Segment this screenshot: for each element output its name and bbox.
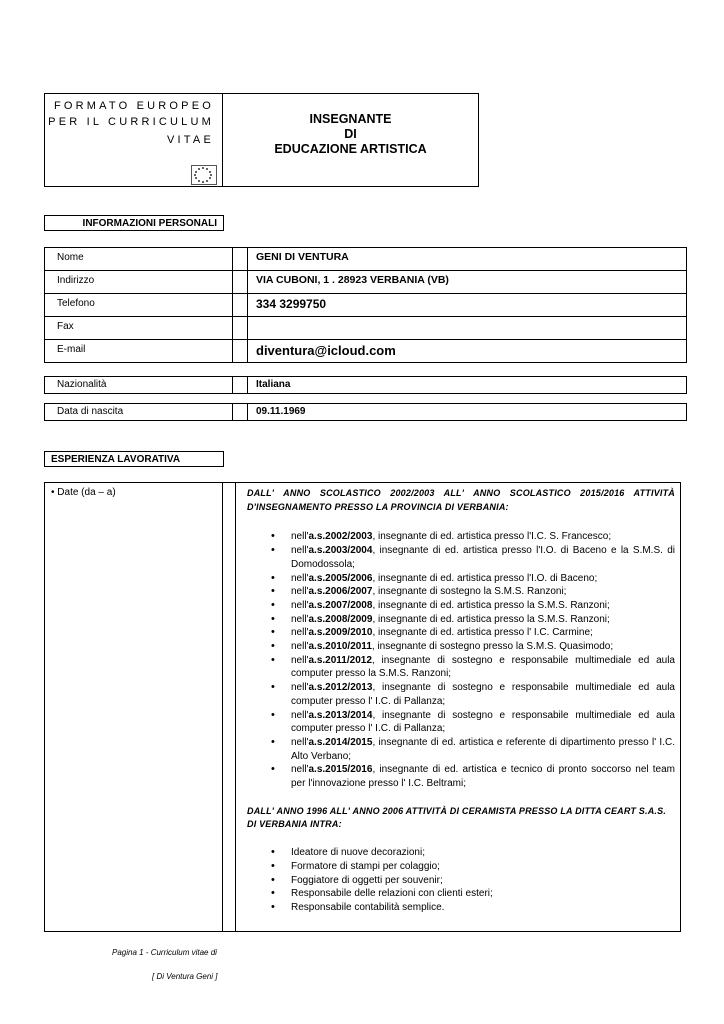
- date-range-label: • Date (da – a): [51, 487, 116, 498]
- format-title-line-3: VITAE: [167, 134, 214, 146]
- experience-title: ESPERIENZA LAVORATIVA: [44, 451, 224, 467]
- footer-name-label: [ Di Ventura Geni ]: [152, 972, 218, 981]
- format-title-line-1: FORMATO EUROPEO: [53, 100, 214, 112]
- ceramics-item: • Foggiatore di oggetti per souvenir;: [247, 874, 675, 888]
- teaching-item: • nell'a.s.2008/2009, insegnante di ed. artistica presso la S.M.S. Ranzoni;: [247, 613, 675, 627]
- address-label: Indirizzo: [57, 275, 95, 286]
- birthdate-value: 09.11.1969: [256, 406, 306, 417]
- teaching-item: • nell'a.s.2010/2011, insegnante di sostegno presso la S.M.S. Quasimodo;: [247, 640, 675, 654]
- nationality-row: [44, 376, 687, 394]
- name-label: Nome: [57, 252, 84, 263]
- ceramics-list: [247, 846, 675, 915]
- nationality-value: Italiana: [256, 379, 291, 390]
- info-row-fax: [45, 317, 686, 340]
- info-row-name: [45, 248, 686, 271]
- phone-value: 334 3299750: [256, 297, 327, 311]
- address-value: VIA CUBONI, 1 . 28923 VERBANIA (VB): [256, 274, 449, 286]
- ceramics-item: • Responsabile contabilità semplice.: [247, 901, 675, 915]
- ceramics-item: • Formatore di stampi per colaggio;: [247, 860, 675, 874]
- teaching-item: • nell'a.s.2006/2007, insegnante di sostegno la S.M.S. Ranzoni;: [247, 585, 675, 599]
- teaching-item: • nell'a.s.2003/2004, insegnante di ed. artistica presso l'I.O. di Baceno e la S.M.S. di Domodossola;: [247, 544, 675, 571]
- europass-title-box: [45, 94, 223, 186]
- info-row-address: [45, 271, 686, 294]
- teaching-heading: DALL' ANNO SCOLASTICO 2002/2003 ALL' ANNO SCOLASTICO 2015/2016 ATTIVITÀ D'INSEGNAMENTO PRESSO LA PROVINCIA DI VERBANIA:: [247, 488, 675, 512]
- name-value: GENI DI VENTURA: [256, 251, 349, 263]
- job-title-line-1: INSEGNANTE: [309, 112, 392, 126]
- job-title-box: [223, 94, 478, 186]
- teaching-item: • nell'a.s.2002/2003, insegnante di ed. artistica presso l'I.C. S. Francesco;: [247, 530, 675, 544]
- format-title-line-2: PER IL CURRICULUM: [48, 116, 214, 128]
- eu-flag-icon: [191, 165, 217, 185]
- experience-table: [44, 482, 681, 932]
- teaching-item: • nell'a.s.2013/2014, insegnante di sostegno e responsabile multimediale ed aula computer presso l' I.C. di Pallanza;: [247, 709, 675, 736]
- birthdate-label: Data di nascita: [57, 406, 124, 417]
- ceramics-item: • Ideatore di nuove decorazioni;: [247, 846, 675, 860]
- personal-info-table: [44, 247, 687, 363]
- birthdate-row: [44, 403, 687, 421]
- teaching-item: • nell'a.s.2014/2015, insegnante di ed. artistica e referente di dipartimento presso l' I.C. Alto Verbano;: [247, 736, 675, 763]
- phone-label: Telefono: [57, 298, 95, 309]
- ceramics-item: • Responsabile delle relazioni con clienti esteri;: [247, 887, 675, 901]
- footer-page-label: Pagina 1 - Curriculum vitae di: [112, 948, 217, 957]
- teaching-item: • nell'a.s.2009/2010, insegnante di ed. artistica presso l' I.C. Carmine;: [247, 626, 675, 640]
- email-value: diventura@icloud.com: [256, 343, 396, 358]
- personal-info-title: INFORMAZIONI PERSONALI: [44, 215, 224, 231]
- teaching-list: [247, 530, 675, 790]
- info-row-email: [45, 340, 686, 362]
- experience-content: [247, 487, 675, 915]
- teaching-item: • nell'a.s.2011/2012, insegnante di sostegno e responsabile multimediale ed aula computer presso la S.M.S. Ranzoni;: [247, 654, 675, 681]
- teaching-item: • nell'a.s.2007/2008, insegnante di ed. artistica presso la S.M.S. Ranzoni;: [247, 599, 675, 613]
- nationality-label: Nazionalità: [57, 379, 107, 390]
- email-label: E-mail: [57, 344, 86, 355]
- cv-header: [44, 93, 479, 187]
- teaching-item: • nell'a.s.2012/2013, insegnante di sostegno e responsabile multimediale ed aula computer presso l' I.C. di Pallanza;: [247, 681, 675, 708]
- fax-label: Fax: [57, 321, 74, 332]
- job-title-line-2: DI: [344, 127, 357, 141]
- info-row-phone: [45, 294, 686, 317]
- ceramics-heading: DALL' ANNO 1996 ALL' ANNO 2006 ATTIVITÀ DI CERAMISTA PRESSO LA DITTA CEART S.A.S. DI VERBANIA INTRA:: [247, 805, 667, 830]
- teaching-item: • nell'a.s.2015/2016, insegnante di ed. artistica e tecnico di pronto soccorso nel team per l'innovazione presso l' I.C. Beltrami;: [247, 763, 675, 790]
- teaching-item: • nell'a.s.2005/2006, insegnante di ed. artistica presso l'I.O. di Baceno;: [247, 572, 675, 586]
- job-title-line-3: EDUCAZIONE ARTISTICA: [274, 142, 427, 156]
